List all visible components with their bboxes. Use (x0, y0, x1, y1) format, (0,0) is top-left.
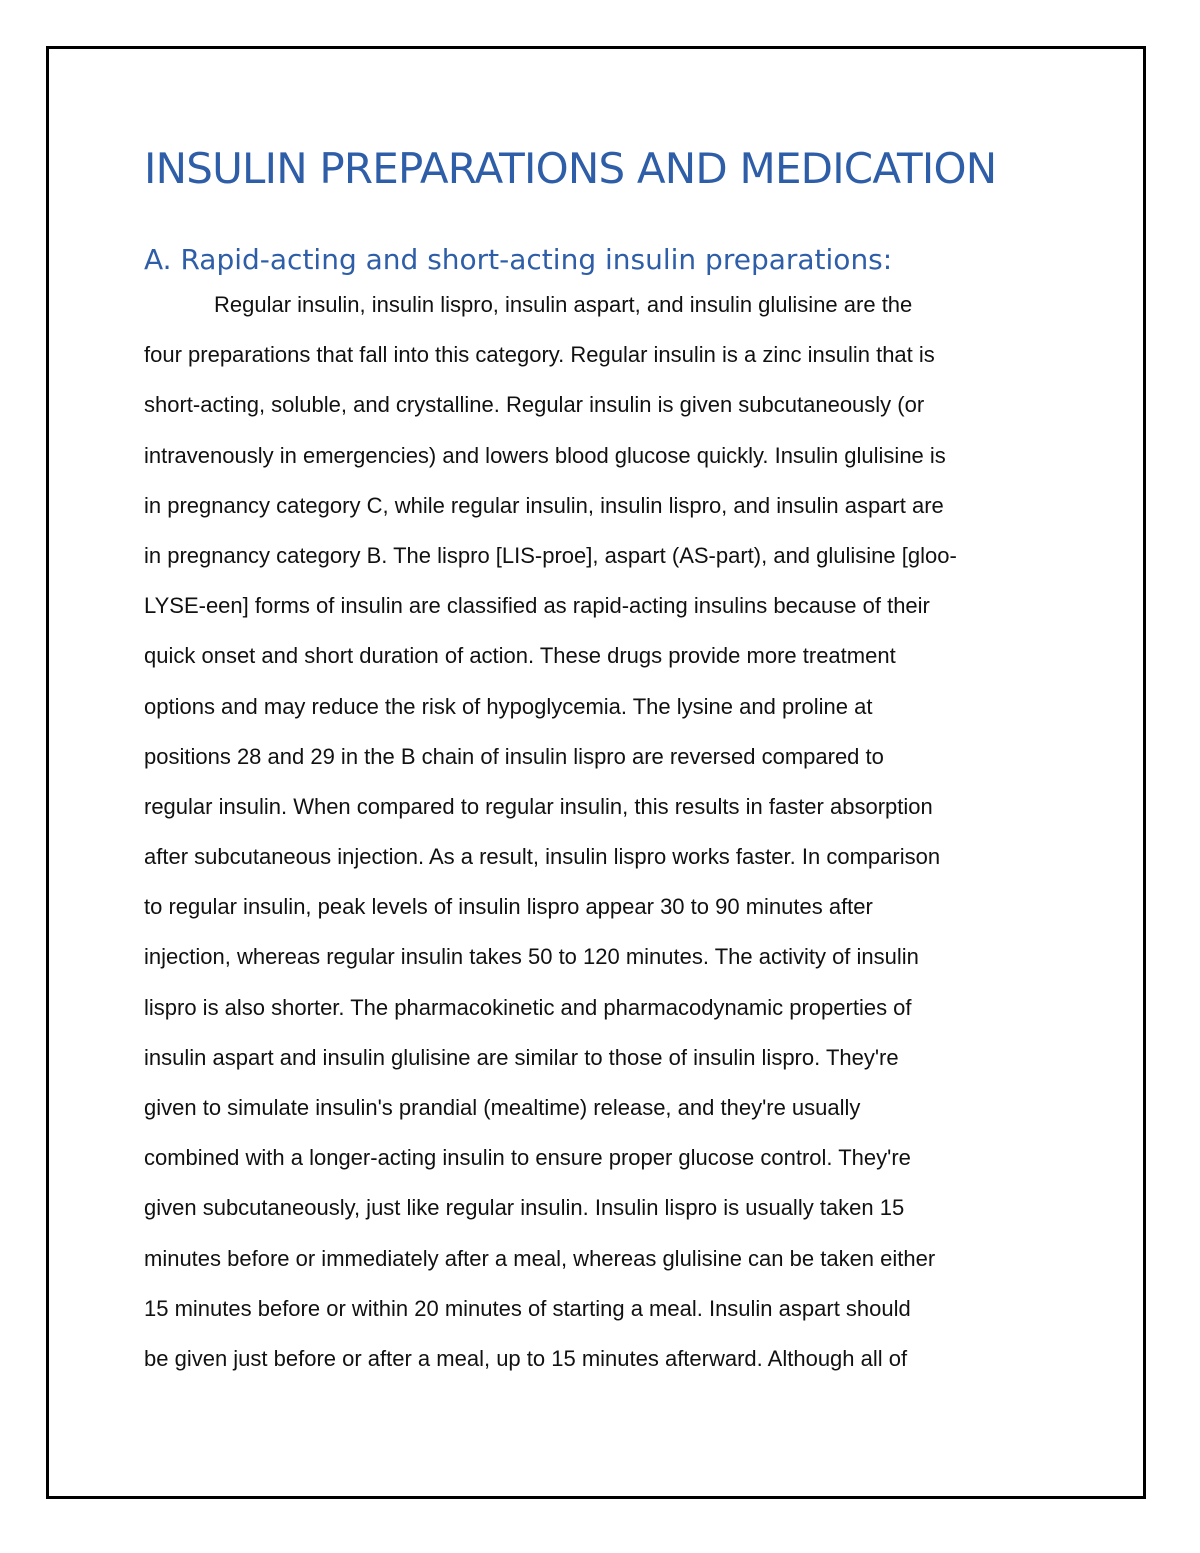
paragraph-line: intravenously in emergencies) and lowers blood glucose quickly. Insulin glulisine is (144, 442, 946, 468)
paragraph-line: given subcutaneously, just like regular insulin. Insulin lispro is usually taken 15 (144, 1195, 905, 1221)
paragraph-line: quick onset and short duration of action. These drugs provide more treatment (144, 643, 896, 669)
paragraph-line: be given just before or after a meal, up to 15 minutes afterward. Although all of (144, 1345, 908, 1371)
paragraph-line: insulin aspart and insulin glulisine are similar to those of insulin lispro. They're (144, 1044, 899, 1070)
paragraph-line: minutes before or immediately after a meal, whereas glulisine can be taken either (144, 1245, 936, 1271)
paragraph-line: lispro is also shorter. The pharmacokinetic and pharmacodynamic properties of (144, 994, 912, 1020)
paragraph-line: LYSE-een] forms of insulin are classified as rapid-acting insulins because of their (144, 593, 930, 619)
section-heading: A. Rapid-acting and short-acting insulin preparations: (144, 243, 893, 276)
paragraph-line: injection, whereas regular insulin takes 50 to 120 minutes. The activity of insulin (144, 944, 919, 970)
paragraph-line: options and may reduce the risk of hypoglycemia. The lysine and proline at (144, 693, 873, 719)
document-title: INSULIN PREPARATIONS AND MEDICATION (144, 144, 997, 193)
paragraph-line: Regular insulin, insulin lispro, insulin aspart, and insulin glulisine are the (214, 292, 913, 317)
document-content (144, 144, 1054, 1384)
paragraph-line: in pregnancy category C, while regular insulin, insulin lispro, and insulin aspart are (144, 492, 944, 518)
paragraph-line: given to simulate insulin's prandial (mealtime) release, and they're usually (144, 1095, 861, 1120)
paragraph-line: short-acting, soluble, and crystalline. Regular insulin is given subcutaneously (or (144, 392, 925, 418)
paragraph-line: regular insulin. When compared to regular insulin, this results in faster absorption (144, 793, 933, 819)
paragraph-line: combined with a longer-acting insulin to ensure proper glucose control. They're (144, 1145, 911, 1171)
paragraph-line: in pregnancy category B. The lispro [LIS-proe], aspart (AS-part), and glulisine [gloo- (144, 542, 957, 568)
paragraph-line: positions 28 and 29 in the B chain of insulin lispro are reversed compared to (144, 743, 884, 769)
paragraph-line: 15 minutes before or within 20 minutes of starting a meal. Insulin aspart should (144, 1295, 911, 1321)
body-paragraph (144, 280, 1054, 1384)
paragraph-line: four preparations that fall into this category. Regular insulin is a zinc insulin that is (144, 342, 935, 368)
paragraph-line: after subcutaneous injection. As a result, insulin lispro works faster. In comparison (144, 844, 941, 870)
paragraph-line: to regular insulin, peak levels of insulin lispro appear 30 to 90 minutes after (144, 894, 873, 920)
document-page (46, 46, 1146, 1499)
